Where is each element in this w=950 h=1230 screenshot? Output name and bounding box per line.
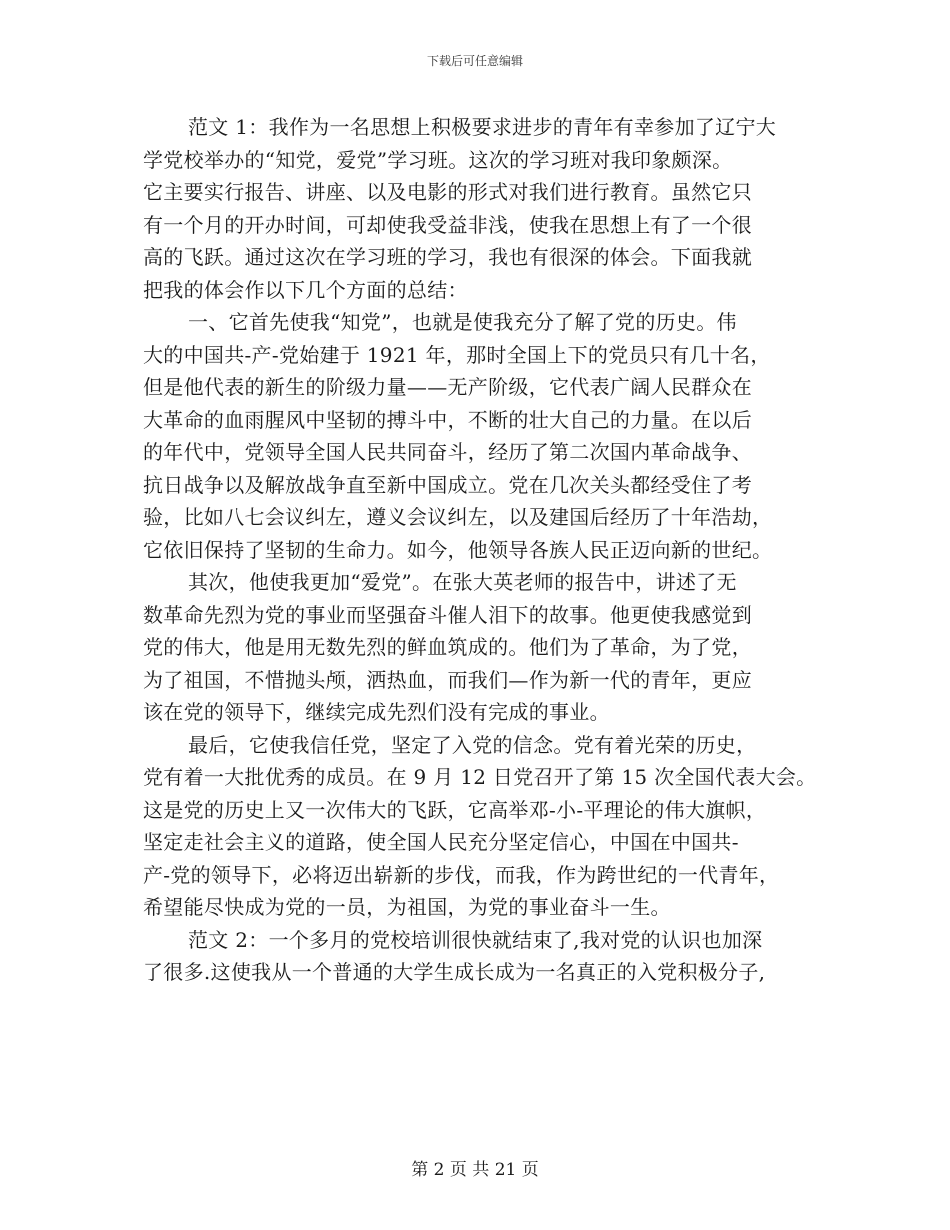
text-line: 数革命先烈为党的事业而坚强奋斗催人泪下的故事。他更使我感觉到 xyxy=(143,602,752,627)
text-line: 该在党的领导下，继续完成先烈们没有完成的事业。 xyxy=(143,700,610,724)
document-body xyxy=(143,111,833,989)
text-line: 为了祖国，不惜抛头颅，洒热血，而我们—作为新一代的青年，更应 xyxy=(143,667,752,692)
text-line: 产-党的领导下，必将迈出崭新的步伐，而我，作为跨世纪的一代青年， xyxy=(143,862,780,887)
text-line: 它依旧保持了坚韧的生命力。如今，他领导各族人民正迈向新的世纪。 xyxy=(143,537,773,562)
paragraph-first-line: 最后，它使我信任党，坚定了入党的信念。党有着光荣的历史， xyxy=(188,732,757,757)
page-footer: 第 2 页 共 21 页 xyxy=(411,1160,539,1180)
text-line: 把我的体会作以下几个方面的总结： xyxy=(143,277,468,302)
text-line: 党的伟大，他是用无数先烈的鲜血筑成的。他们为了革命，为了党， xyxy=(143,635,752,659)
text-line: 高的飞跃。通过这次在学习班的学习，我也有很深的体会。下面我就 xyxy=(143,245,752,269)
page-header: 下载后可任意编辑 xyxy=(426,54,523,68)
text-line: 大革命的血雨腥风中坚韧的搏斗中，不断的壮大自己的力量。在以后 xyxy=(143,407,752,432)
text-line: 学党校举办的“知党，爱党”学习班。这次的学习班对我印象颇深。 xyxy=(143,147,733,172)
text-line: 坚定走社会主义的道路，使全国人民充分坚定信心，中国在中国共- xyxy=(143,830,739,854)
text-line: 大的中国共-产-党始建于 1921 年，那时全国上下的党员只有几十名， xyxy=(143,342,771,367)
text-line: 这是党的历史上又一次伟大的飞跃，它高举邓-小-平理论的伟大旗帜， xyxy=(143,797,767,822)
text-line: 了很多.这使我从一个普通的大学生成长成为一名真正的入党积极分子, xyxy=(143,960,766,984)
paragraph-first-line: 其次，他使我更加“爱党”。在张大英老师的报告中，讲述了无 xyxy=(188,570,737,594)
text-line: 希望能尽快成为党的一员，为祖国，为党的事业奋斗一生。 xyxy=(143,895,671,919)
text-line: 抗日战争以及解放战争直至新中国成立。党在几次关头都经受住了考 xyxy=(143,472,752,497)
text-line: 验，比如八七会议纠左，遵义会议纠左，以及建国后经历了十年浩劫， xyxy=(143,505,773,529)
text-line: 但是他代表的新生的阶级力量——无产阶级，它代表广阔人民群众在 xyxy=(143,375,752,399)
text-line: 它主要实行报告、讲座、以及电影的形式对我们进行教育。虽然它只 xyxy=(143,180,752,204)
paragraph-first-line: 范文 1：我作为一名思想上积极要求进步的青年有幸参加了辽宁大 xyxy=(188,115,777,139)
text-line: 有一个月的开办时间，可却使我受益非浅，使我在思想上有了一个很 xyxy=(143,212,752,237)
text-line: 的年代中，党领导全国人民共同奋斗，经历了第二次国内革命战争、 xyxy=(143,440,752,464)
paragraph-first-line: 一、它首先使我“知党”，也就是使我充分了解了党的历史。伟 xyxy=(188,310,737,334)
paragraph-first-line: 范文 2：一个多月的党校培训很快就结束了,我对党的认识也加深 xyxy=(188,927,763,952)
text-line: 党有着一大批优秀的成员。在 9 月 12 日党召开了第 15 次全国代表大会。 xyxy=(143,765,817,789)
